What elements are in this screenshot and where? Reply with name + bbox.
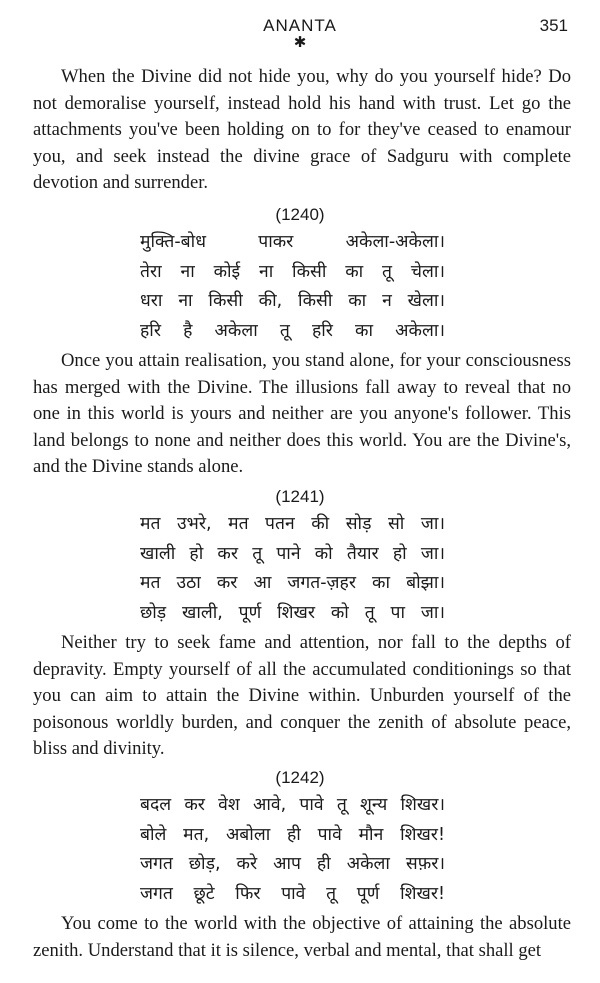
verse-line: मुक्ति-बोध पाकर अकेला-अकेला। [140, 232, 445, 252]
paragraph-text: You come to the world with the objective of attaining the absolute zenith. Understand that it is silence, verbal and mental, that shall get [33, 913, 571, 961]
paragraph-1 [33, 64, 571, 197]
page-number: 351 [539, 16, 568, 35]
verse-line: मत उठा कर आ जगत-ज़हर का बोझा। [140, 573, 445, 593]
paragraph-3 [33, 630, 571, 763]
verse-line: जगत छूटे फिर पावे तू पूर्ण शिखर! [140, 883, 445, 904]
verse-1242 [140, 791, 445, 909]
verse-line: जगत छोड़, करे आप ही अकेला सफ़र। [140, 854, 445, 874]
paragraph-4 [33, 911, 571, 964]
verse-line: खाली हो कर तू पाने को तैयार हो जा। [140, 543, 445, 564]
verse-line: मत उभरे, मत पतन की सोड़ सो जा। [140, 514, 445, 534]
verse-line: छोड़ खाली, पूर्ण शिखर को तू पा जा। [140, 602, 445, 623]
verse-number: (1242) [275, 768, 325, 787]
paragraph-text: Neither try to seek fame and attention, nor fall to the depths of depravity. Empty yourself of all the accumulated conditionings so that you can aim to attain the Divine within. Unburden yourself of the poisonous worldly burden, and conquer the zenith of absolute peace, bliss and divinity. [33, 632, 571, 759]
verse-line: बोले मत, अबोला ही पावे मौन शिखर! [140, 824, 445, 845]
verse-line: हरि है अकेला तू हरि का अकेला। [140, 320, 445, 341]
paragraph-text: When the Divine did not hide you, why do you yourself hide? Do not demoralise yourself, instead hold his hand with trust. Let go the attachments you've been holding on to for they've ceased to enamour you, and seek instead the divine grace of Sadguru with complete devotion and surrender. [33, 66, 571, 193]
verse-line: बदल कर वेश आवे, पावे तू शून्य शिखर। [140, 795, 445, 815]
verse-number: (1240) [275, 205, 325, 224]
verse-line: तेरा ना कोई ना किसी का तू चेला। [140, 261, 445, 282]
asterisk-ornament-icon: ✱ [293, 33, 307, 51]
chapter-title: ANANTA [263, 16, 337, 35]
paragraph-2 [33, 348, 571, 481]
verse-1240 [140, 228, 445, 346]
verse-number: (1241) [275, 487, 325, 506]
verse-line: धरा ना किसी की, किसी का न खेला। [140, 291, 445, 311]
paragraph-text: Once you attain realisation, you stand alone, for your consciousness has merged with the Divine. The illusions fall away to reveal that no one in this world is yours and neither are you anyone's follower. This land belongs to none and neither does this world. You are the Divine's, and the Divine stands alone. [33, 350, 571, 477]
verse-1241 [140, 510, 445, 628]
